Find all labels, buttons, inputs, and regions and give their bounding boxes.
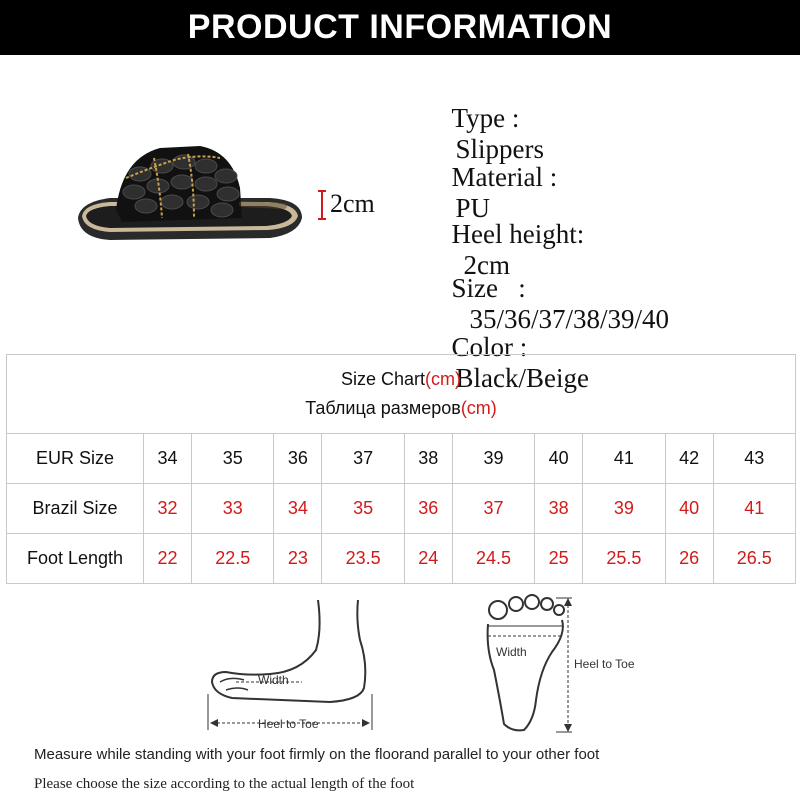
unit-label: (cm) — [460, 398, 497, 418]
spec-value: Slippers — [455, 134, 545, 164]
cell: 41 — [583, 434, 665, 484]
cell: 36 — [404, 484, 452, 534]
cell: 38 — [535, 484, 583, 534]
size-chart-table — [6, 354, 796, 584]
spec-key: Material : — [451, 162, 558, 192]
cell: 25 — [535, 534, 583, 584]
cell: 23 — [274, 534, 322, 584]
cell: 35 — [192, 434, 274, 484]
cell: 42 — [665, 434, 713, 484]
cell: 40 — [665, 484, 713, 534]
cell: 24 — [404, 534, 452, 584]
cell: 34 — [274, 484, 322, 534]
spec-key: Type : — [451, 103, 520, 133]
cell: 33 — [192, 484, 274, 534]
cell: 37 — [322, 434, 404, 484]
unit-label: (cm) — [425, 369, 462, 390]
heel-height-callout: 2cm — [330, 189, 375, 218]
header-banner — [0, 0, 800, 55]
top-foot-outline — [488, 595, 564, 730]
title-ru: Таблица размеров — [305, 398, 461, 418]
table-row — [7, 484, 796, 534]
top-width-label: Width — [496, 645, 527, 659]
spec-value: Black/Beige — [455, 363, 589, 393]
cell: 26.5 — [713, 534, 795, 584]
spec-value: 35/36/37/38/39/40 — [469, 304, 670, 334]
row-label: Brazil Size — [7, 484, 144, 534]
cell: 39 — [583, 484, 665, 534]
page-title: PRODUCT INFORMATION — [187, 8, 613, 46]
cell: 35 — [322, 484, 404, 534]
spec-key: Color : — [451, 332, 528, 362]
table-row — [7, 534, 796, 584]
table-row — [7, 434, 796, 484]
cell: 39 — [452, 434, 534, 484]
cell: 22.5 — [192, 534, 274, 584]
cell: 22 — [144, 534, 192, 584]
cell: 25.5 — [583, 534, 665, 584]
cell: 38 — [404, 434, 452, 484]
cell: 34 — [144, 434, 192, 484]
cell: 41 — [713, 484, 795, 534]
spec-key: Heel height: — [451, 219, 585, 249]
measure-instruction: Measure while standing with your foot firmly on the floorand parallel to your other foot — [34, 746, 600, 763]
cell: 24.5 — [452, 534, 534, 584]
cell: 37 — [452, 484, 534, 534]
cell: 32 — [144, 484, 192, 534]
cell: 43 — [713, 434, 795, 484]
side-length-label: Heel to Toe — [258, 717, 319, 731]
cell: 36 — [274, 434, 322, 484]
spec-key: Size : — [451, 273, 526, 303]
row-label: Foot Length — [7, 534, 144, 584]
spec-value: 2cm — [463, 250, 510, 280]
slipper-image — [70, 118, 310, 258]
side-width-label: Width — [258, 673, 289, 687]
cell: 40 — [535, 434, 583, 484]
title-en: Size Chart — [340, 369, 426, 390]
row-label: EUR Size — [7, 434, 144, 484]
cell: 23.5 — [322, 534, 404, 584]
cell: 26 — [665, 534, 713, 584]
foot-measurement-diagram — [0, 590, 800, 740]
size-chart-title — [7, 355, 796, 434]
top-length-label: Heel to Toe — [574, 657, 635, 671]
spec-value: PU — [455, 193, 491, 223]
size-instruction: Please choose the size according to the actual length of the foot — [34, 776, 415, 792]
